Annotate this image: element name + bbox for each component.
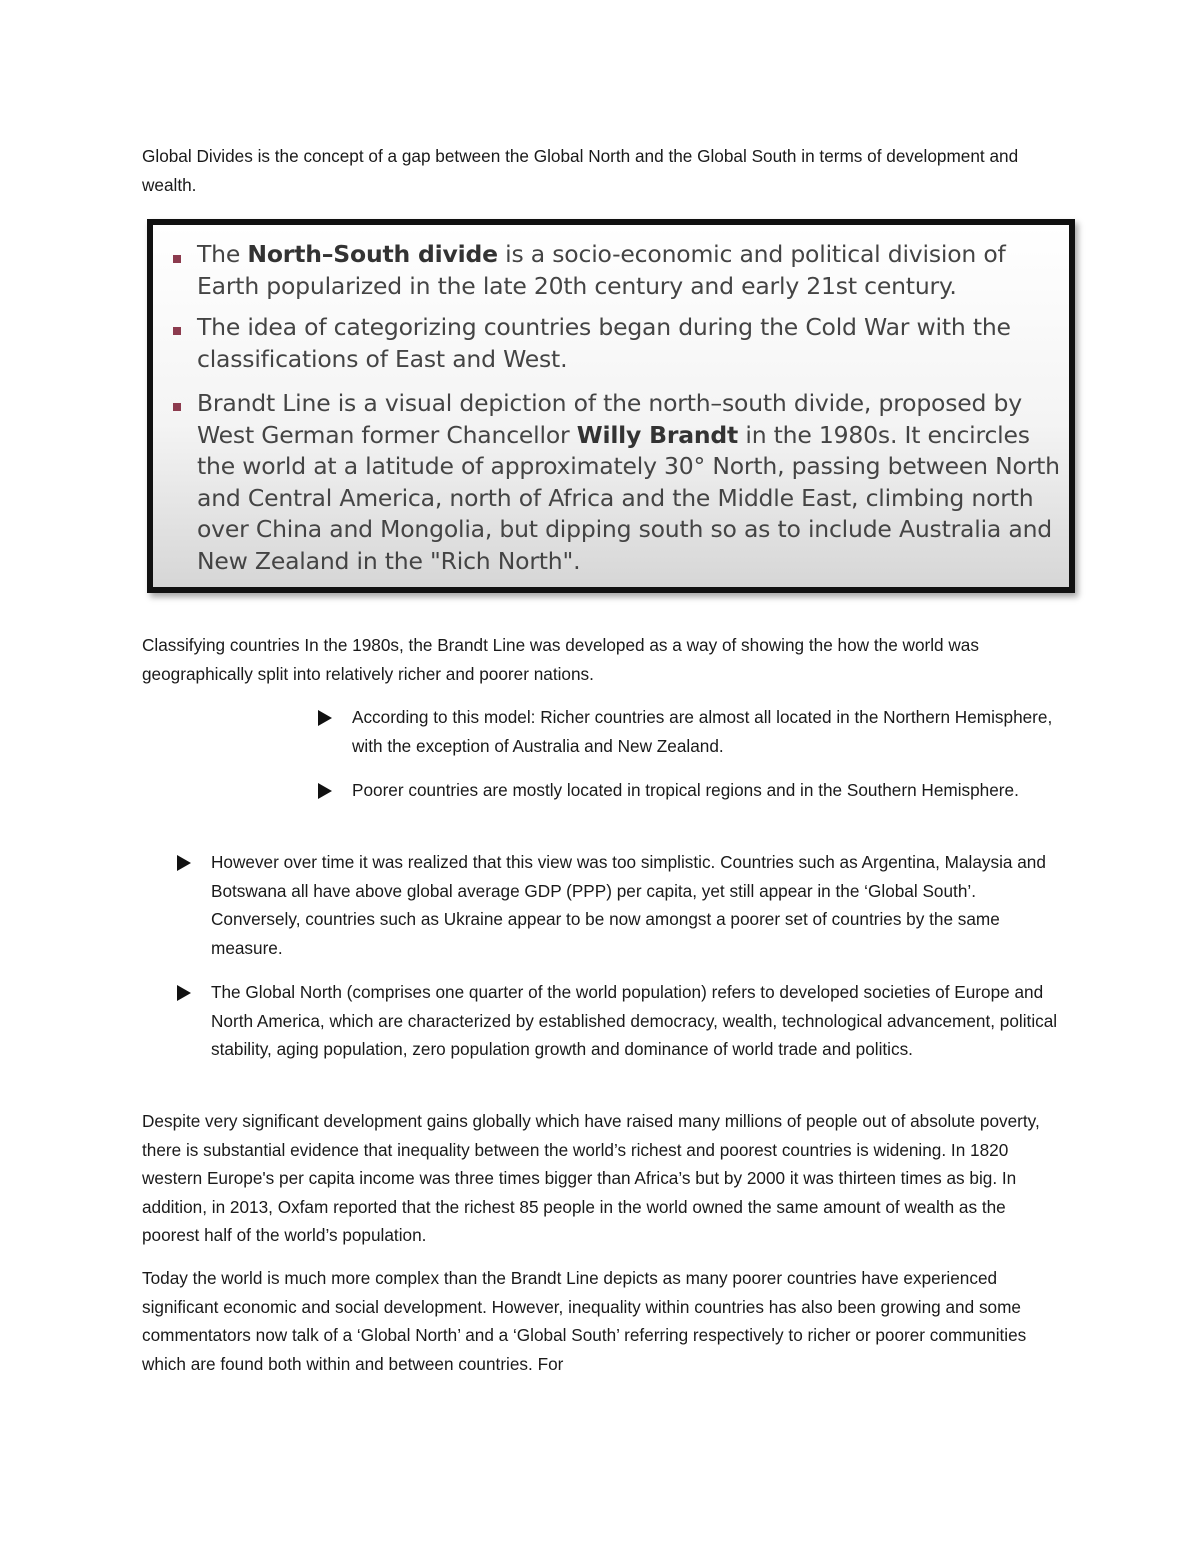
slide-bullet-3-post: in the 1980s. It encircles the world at a latitude of approximately 30° North, passing between North and Central America, north of Africa and the Middle East, climbing north over China and Mongolia, but dipping south so as to include Australia and New Zealand in the "Rich North".: [197, 420, 1060, 575]
slide-bullet-3-pre: Brandt Line is a visual depiction of the north–south divide, proposed by West German former Chancellor: [197, 389, 1022, 449]
slide-bullet-1: [197, 239, 1067, 302]
slide-bullet-2: The idea of categorizing countries began during the Cold War with the classifications of East and West.: [197, 313, 1011, 373]
bullet-simplistic-view: However over time it was realized that this view was too simplistic. Countries such as Argentina, Malaysia and Botswana all have above global average GDP (PPP) per capita, yet still appear in the ‘Global South’. Conversely, countries such as Ukraine appear to be now amongst a poorer set of countries by the same measure.: [211, 852, 1046, 958]
slide-bullet-3: [197, 388, 1067, 577]
despite-paragraph: Despite very significant development gains globally which have raised many millions of people out of absolute poverty, there is substantial evidence that inequality between the world’s richest and poorest countries is widening. In 1820 western Europe's per capita income was three times bigger than Africa’s but by 2000 it was thirteen times as big. In addition, in 2013, Oxfam reported that the richest 85 people in the world owned the same amount of wealth as the poorest half of the world’s population.: [142, 1111, 1040, 1246]
slide-bullet-1-pre: The: [197, 240, 248, 268]
slide-bullet-1-bold: North–South divide: [247, 240, 498, 268]
triangle-bullet-icon: [177, 985, 191, 1001]
slide-bullet-marker: [173, 255, 181, 263]
triangle-bullet-icon: [318, 783, 332, 799]
sub-bullet-poorer: Poorer countries are mostly located in tropical regions and in the Southern Hemisphere.: [352, 780, 1019, 800]
triangle-bullet-icon: [318, 710, 332, 726]
north-south-divide-slide-image: [147, 219, 1075, 593]
classifying-paragraph: Classifying countries In the 1980s, the Brandt Line was developed as a way of showing the how the world was geographically split into relatively richer and poorer nations.: [142, 635, 979, 684]
triangle-bullet-icon: [177, 855, 191, 871]
slide-bullet-1-post: is a socio-economic and political division of Earth popularized in the late 20th century and early 21st century.: [197, 240, 1006, 300]
slide-bullet-3-bold: Willy Brandt: [576, 420, 739, 449]
slide-bullet-marker: [173, 403, 181, 411]
intro-paragraph: Global Divides is the concept of a gap between the Global North and the Global South in terms of development and wealth.: [142, 146, 1019, 195]
slide-bullet-marker: [173, 327, 181, 335]
today-paragraph: Today the world is much more complex than the Brandt Line depicts as many poorer countries have experienced significant economic and social development. However, inequality within countries has also been growing and some commentators now talk of a ‘Global North’ and a ‘Global South’ referring respectively to richer or poorer communities which are found both within and between countries. For: [142, 1268, 1027, 1374]
sub-bullet-richer: According to this model: Richer countries are almost all located in the Northern Hemisphere, with the exception of Australia and New Zealand.: [352, 707, 1053, 756]
bullet-global-north: The Global North (comprises one quarter of the world population) refers to developed societies of Europe and North America, which are characterized by established democracy, wealth, technological advancement, political stability, aging population, zero population growth and dominance of world trade and politics.: [211, 982, 1058, 1060]
